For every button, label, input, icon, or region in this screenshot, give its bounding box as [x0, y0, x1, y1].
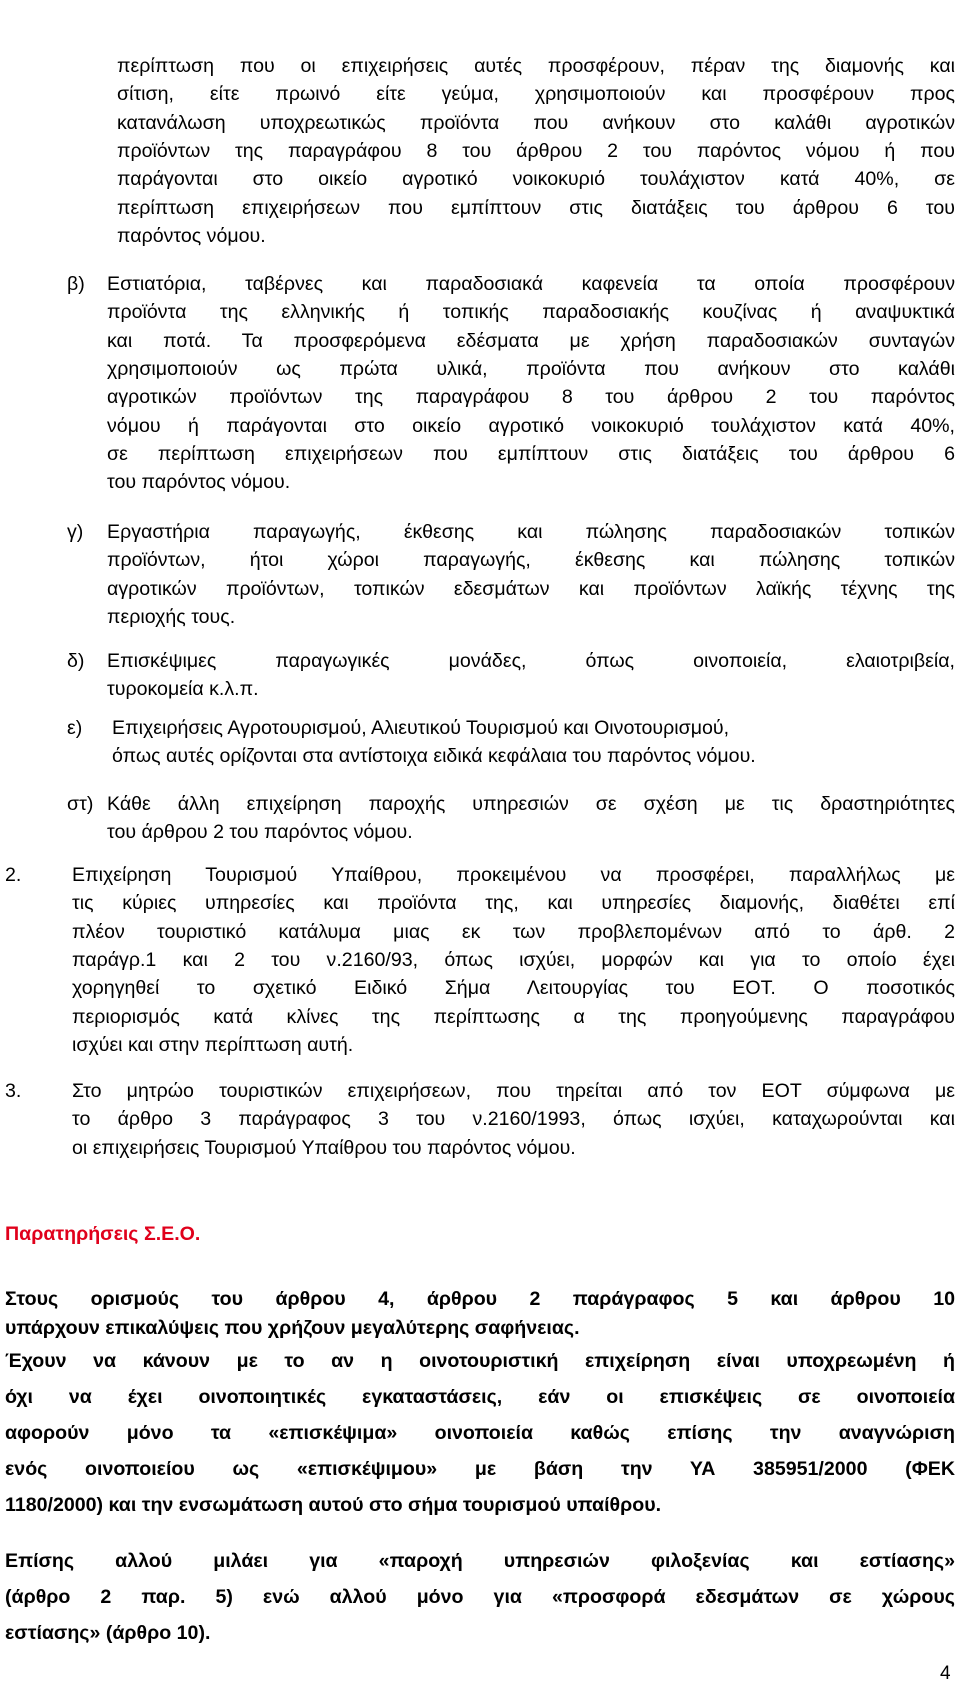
list-marker: ε) — [67, 717, 83, 739]
text-line: Επισκέψιμες παραγωγικές μονάδες, όπως οινοποιεία, ελαιοτριβεία, — [107, 650, 955, 672]
text-line: αγροτικών προϊόντων, τοπικών εδεσμάτων και προϊόντων λαϊκής τέχνης της — [107, 577, 955, 600]
remarks-line: Στους ορισμούς του άρθρου 4, άρθρου 2 παράγραφος 5 και άρθρου 10 — [5, 1288, 955, 1310]
remarks-line: υπάρχουν επικαλύψεις που χρήζουν μεγαλύτερης σαφήνειας. — [5, 1317, 580, 1339]
text-line: κατανάλωση υποχρεωτικώς προϊόντα που ανήκουν στο καλάθι αγροτικών — [117, 111, 955, 134]
text-line: Εστιατόρια, ταβέρνες και παραδοσιακά καφενεία τα οποία προσφέρουν — [107, 273, 955, 295]
remarks-line: ενός οινοποιείου ως «επισκέψιμου» με βάση την ΥΑ 385951/2000 (ΦΕΚ — [5, 1458, 955, 1480]
text-line: του άρθρου 2 του παρόντος νόμου. — [107, 821, 413, 844]
text-line: προϊόντων, ήτοι χώροι παραγωγής, έκθεσης και πώλησης τοπικών — [107, 549, 955, 572]
text-line: πλέον τουριστικό κατάλυμα μιας εκ των προβλεπομένων από το άρθ. 2 — [72, 920, 955, 943]
remarks-line: Επίσης αλλού μιλάει για «παροχή υπηρεσιών φιλοξενίας και εστίασης» — [5, 1550, 955, 1572]
text-line: περίπτωση επιχειρήσεων που εμπίπτουν στις διατάξεις του άρθρου 6 του — [117, 196, 955, 219]
remarks-line: όχι να έχει οινοποιητικές εγκαταστάσεις, εάν οι επισκέψεις σε οινοποιεία — [5, 1386, 955, 1408]
text-line: σε περίπτωση επιχειρήσεων που εμπίπτουν στις διατάξεις του άρθρου 6 — [107, 442, 955, 465]
text-line: του παρόντος νόμου. — [107, 471, 291, 494]
text-line: Εργαστήρια παραγωγής, έκθεσης και πώλησης παραδοσιακών τοπικών — [107, 521, 955, 543]
text-line: παράγρ.1 και 2 του ν.2160/93, όπως ισχύει, μορφών και για το οποίο έχει — [72, 948, 955, 971]
text-line: παρόντος νόμου. — [117, 224, 266, 247]
text-line: προϊόντα της ελληνικής ή τοπικής παραδοσιακής κουζίνας ή αναψυκτικά — [107, 301, 955, 324]
text-line: Στο μητρώο τουριστικών επιχειρήσεων, που τηρείται από τον ΕΟΤ σύμφωνα με — [72, 1080, 955, 1102]
list-marker: δ) — [67, 650, 85, 672]
text-line: το άρθρο 3 παράγραφος 3 του ν.2160/1993, όπως ισχύει, καταχωρούνται και — [72, 1108, 955, 1131]
remarks-line: εστίασης» (άρθρο 10). — [5, 1622, 211, 1644]
text-line: ισχύει και στην περίπτωση αυτή. — [72, 1033, 354, 1056]
text-line: τυροκομεία κ.λ.π. — [107, 678, 259, 701]
list-marker: β) — [67, 273, 85, 295]
page-number: 4 — [940, 1663, 951, 1684]
text-line: και ποτά. Τα προσφερόμενα εδέσματα με χρήση παραδοσιακών συνταγών — [107, 329, 955, 352]
text-line: προϊόντων της παραγράφου 8 του άρθρου 2 του παρόντος νόμου ή που — [117, 139, 955, 162]
text-line: σίτιση, είτε πρωινό είτε γεύμα, χρησιμοποιούν και προσφέρουν προς — [117, 83, 955, 106]
list-marker: 2. — [5, 864, 22, 886]
text-line: όπως αυτές ορίζονται στα αντίστοιχα ειδικά κεφάλαια του παρόντος νόμου. — [112, 745, 756, 768]
text-line: περίπτωση που οι επιχειρήσεις αυτές προσφέρουν, πέραν της διαμονής και — [117, 55, 955, 77]
text-line: παράγονται στο οικείο αγροτικό νοικοκυριό τουλάχιστον κατά 40%, σε — [117, 168, 955, 191]
text-line: χορηγηθεί το σχετικό Ειδικό Σήμα Λειτουργίας του ΕΟΤ. Ο ποσοτικός — [72, 977, 955, 1000]
remarks-heading: Παρατηρήσεις Σ.Ε.Ο. — [5, 1223, 201, 1245]
text-line: Κάθε άλλη επιχείρηση παροχής υπηρεσιών σε σχέση με τις δραστηριότητες — [107, 793, 955, 815]
text-line: περιοχής τους. — [107, 605, 236, 628]
text-line: αγροτικών προϊόντων της παραγράφου 8 του άρθρου 2 του παρόντος — [107, 386, 955, 409]
remarks-line: Έχουν να κάνουν με το αν η οινοτουριστική επιχείρηση είναι υποχρεωμένη ή — [5, 1350, 955, 1372]
text-line: τις κύριες υπηρεσίες και προϊόντα της, και υπηρεσίες διαμονής, διαθέτει επί — [72, 892, 955, 915]
list-marker: γ) — [67, 521, 84, 543]
text-line: οι επιχειρήσεις Τουρισμού Υπαίθρου του παρόντος νόμου. — [72, 1136, 576, 1159]
text-line: περιορισμός κατά κλίνες της περίπτωσης α της προηγούμενης παραγράφου — [72, 1005, 955, 1028]
remarks-line: αφορούν μόνο τα «επισκέψιμα» οινοποιεία καθώς επίσης την αναγνώριση — [5, 1422, 955, 1444]
remarks-line: 1180/2000) και την ενσωμάτωση αυτού στο σήμα τουρισμού υπαίθρου. — [5, 1494, 662, 1516]
list-marker: 3. — [5, 1080, 22, 1102]
text-line: Επιχείρηση Τουρισμού Υπαίθρου, προκειμένου να προσφέρει, παραλλήλως με — [72, 864, 955, 886]
text-line: νόμου ή παράγονται στο οικείο αγροτικό νοικοκυριό τουλάχιστον κατά 40%, — [107, 414, 955, 437]
text-line: Επιχειρήσεις Αγροτουρισμού, Αλιευτικού Τουρισμού και Οινοτουρισμού, — [112, 717, 730, 739]
remarks-line: (άρθρο 2 παρ. 5) ενώ αλλού μόνο για «προσφορά εδεσμάτων σε χώρους — [5, 1586, 955, 1608]
list-marker: στ) — [67, 793, 94, 815]
text-line: χρησιμοποιούν ως πρώτα υλικά, προϊόντα που ανήκουν στο καλάθι — [107, 357, 955, 380]
